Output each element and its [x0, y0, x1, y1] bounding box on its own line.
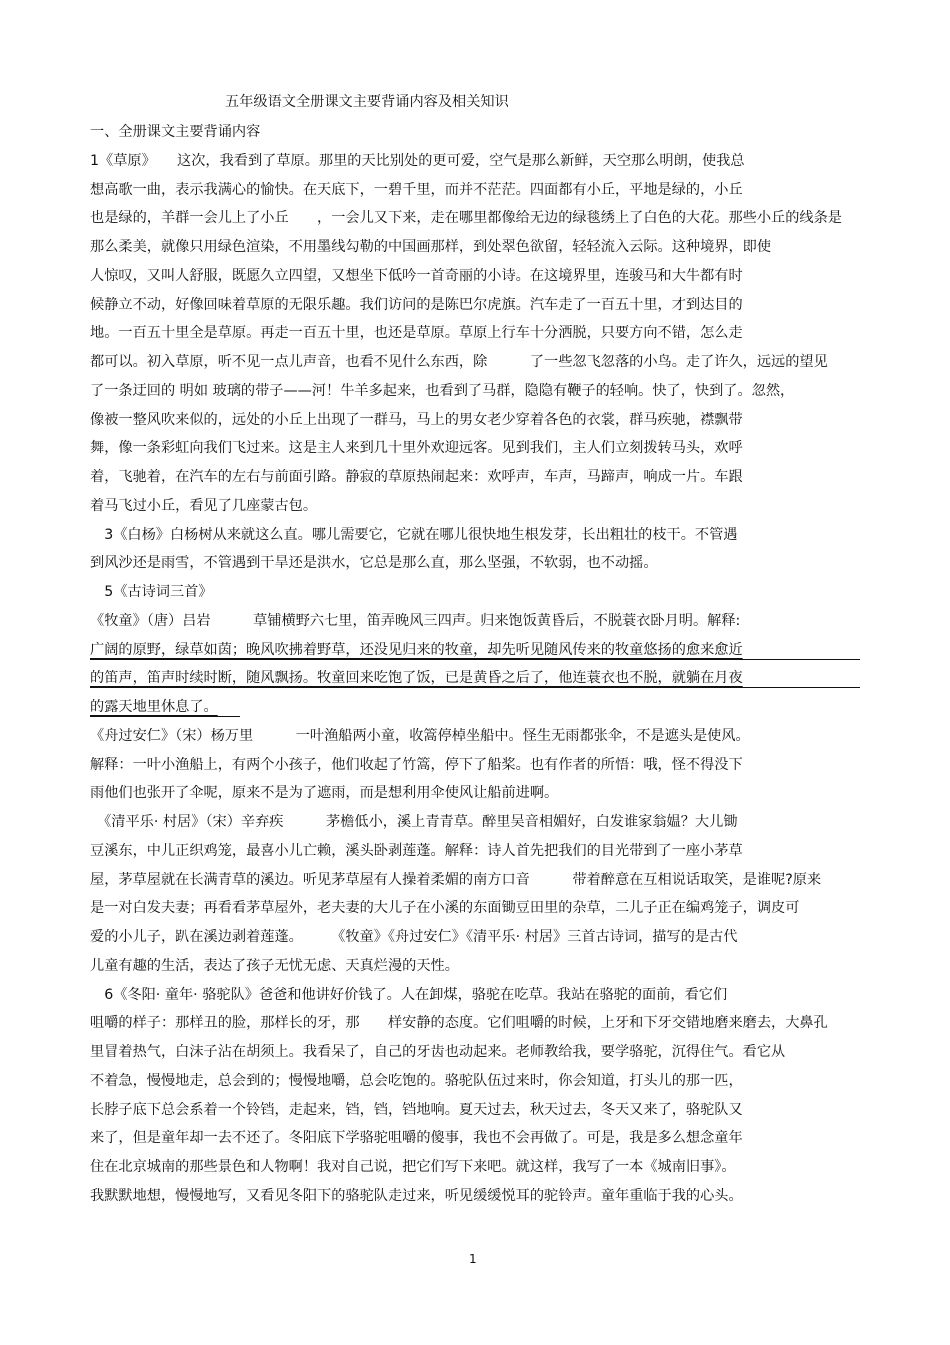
text-line: 咀嚼的样子：那样丑的脸，那样长的牙，那 样安静的态度。它们咀嚼的时候，上牙和下牙交错地磨来磨去，大鼻孔 [90, 1015, 828, 1031]
text-line: 不着急，慢慢地走，总会到的；慢慢地嚼，总会吃饱的。骆驼队伍过来时，你会知道，打头儿的那一匹， [90, 1073, 743, 1089]
text-line: 了一条迂回的 明如 玻璃的带子——河！牛羊多起来，也看到了马群，隐隐有鞭子的轻响。快了，快到了。忽然， [90, 383, 795, 399]
text-line: 豆溪东，中儿正织鸡笼，最喜小儿亡赖，溪头卧剥莲蓬。解释：诗人首先把我们的目光带到了一座小茅草 [90, 843, 743, 859]
text-line: 里冒着热气，白沫子沾在胡须上。我看呆了，自己的牙齿也动起来。老师教给我，要学骆驼，沉得住气。看它从 [90, 1044, 786, 1060]
text-line: 1《草原》 这次，我看到了草原。那里的天比别处的更可爱，空气是那么新鲜，天空那么明朗，使我总 [90, 153, 745, 169]
underline-rule [90, 659, 860, 660]
poem-line: 《舟过安仁》（宋）杨万里 一叶渔船两小童，收篙停棹坐船中。怪生无雨都张伞，不是遮头是使风。 [90, 728, 750, 744]
text-line: 也是绿的，羊群一会儿上了小丘 ，一会儿又下来，走在哪里都像给无边的绿毯绣上了白色的大花。那些小丘的线条是 [90, 210, 842, 226]
page-number: 1 [469, 1252, 477, 1266]
text-line: 着马飞过小丘，看见了几座蒙古包。 [90, 498, 318, 514]
text-line: 候静立不动，好像回味着草原的无限乐趣。我们访问的是陈巴尔虎旗。汽车走了一百五十里，才到达目的 [90, 297, 743, 313]
text-line: 长脖子底下总会系着一个铃铛，走起来，铛，铛，铛地响。夏天过去，秋天过去，冬天又来了，骆驼队又 [90, 1102, 743, 1118]
text-line: 想高歌一曲，表示我满心的愉快。在天底下，一碧千里，而并不茫茫。四面都有小丘，平地是绿的，小丘 [90, 182, 743, 198]
text-line: 到风沙还是雨雪，不管遇到干旱还是洪水，它总是那么直，那么坚强，不软弱，也不动摇。 [90, 555, 658, 571]
text-line: 雨他们也张开了伞呢，原来不是为了遮雨，而是想利用伞使风让船前进啊。 [90, 785, 559, 801]
text-line: 住在北京城南的那些景色和人物啊！我对自己说，把它们写下来吧。就这样，我写了一本《城南旧事》。 [90, 1159, 736, 1175]
text-line: 那么柔美，就像只用绿色渲染，不用墨线勾勒的中国画那样，到处翠色欲留，轻轻流入云际。这种境界，即使 [90, 239, 772, 255]
explanation-line: 广阔的原野，绿草如茵；晚风吹拂着野草，还没见归来的牧童，却先听见随风传来的牧童悠扬的愈来愈近 [90, 642, 743, 658]
text-line: 解释：一叶小渔船上，有两个小孩子，他们收起了竹篙，停下了船桨。也有作者的所悟：哦，怪不得没下 [90, 757, 743, 773]
text-line: 是一对白发夫妻；再看看茅草屋外，老夫妻的大儿子在小溪的东面锄豆田里的杂草，二儿子正在编鸡笼子，调皮可 [90, 900, 800, 916]
poem-line: 《清平乐· 村居》（宋）辛弃疾 茅檐低小，溪上青青草。醉里吴音相媚好，白发谁家翁媪？大儿锄 [90, 814, 738, 830]
text-line: 屋，茅草屋就在长满青草的溪边。听见茅草屋有人操着柔媚的南方口音 带着醉意在互相说话取笑，是谁呢?原来 [90, 872, 822, 888]
section-heading: 一、全册课文主要背诵内容 [90, 124, 261, 140]
text-line: 舞，像一条彩虹向我们飞过来。这是主人来到几十里外欢迎远客。见到我们，主人们立刻拨转马头，欢呼 [90, 440, 743, 456]
section-heading: 5《古诗词三首》 [90, 584, 213, 600]
text-line: 地。一百五十里全是草原。再走一百五十里，也还是草原。草原上行车十分洒脱，只要方向不错，怎么走 [90, 325, 743, 341]
poem-line: 《牧童》（唐）吕岩 草铺横野六七里，笛弄晚风三四声。归来饱饭黄昏后，不脱蓑衣卧月明。解释: [90, 613, 741, 629]
text-line: 儿童有趣的生活，表达了孩子无忧无虑、天真烂漫的天性。 [90, 958, 459, 974]
text-line: 人惊叹，又叫人舒服，既愿久立四望，又想坐下低吟一首奇丽的小诗。在这境界里，连骏马和大牛都有时 [90, 268, 743, 284]
underline-rule [90, 687, 860, 688]
text-line: 6《冬阳· 童年· 骆驼队》爸爸和他讲好价钱了。人在卸煤，骆驼在吃草。我站在骆驼的面前，看它们 [90, 987, 728, 1003]
text-line: 3《白杨》白杨树从来就这么直。哪儿需要它，它就在哪儿很快地生根发芽，长出粗壮的枝干。不管遇 [90, 527, 738, 543]
underline-rule [90, 716, 240, 717]
text-line: 都可以。初入草原，听不见一点儿声音，也看不见什么东西，除 了一些忽飞忽落的小鸟。走了许久，远远的望见 [90, 354, 828, 370]
text-line: 像被一整风吹来似的，远处的小丘上出现了一群马，马上的男女老少穿着各色的衣裳，群马疾驰，襟飘带 [90, 412, 743, 428]
explanation-line: 的笛声，笛声时续时断，随风飘扬。牧童回来吃饱了饭，已是黄昏之后了，他连蓑衣也不脱，就躺在月夜 [90, 670, 743, 686]
explanation-line: 的露天地里休息了。 [90, 699, 218, 715]
text-line: 爱的小儿子，趴在溪边剥着莲蓬。 《牧童》《舟过安仁》《清平乐· 村居》三首古诗词，描写的是古代 [90, 929, 738, 945]
page-title: 五年级语文全册课文主要背诵内容及相关知识 [225, 94, 509, 110]
text-line: 我默默地想，慢慢地写，又看见冬阳下的骆驼队走过来，听见缓缓悦耳的驼铃声。童年重临于我的心头。 [90, 1188, 743, 1204]
text-line: 来了，但是童年却一去不还了。冬阳底下学骆驼咀嚼的傻事，我也不会再做了。可是，我是多么想念童年 [90, 1130, 743, 1146]
text-line: 着，飞驰着，在汽车的左右与前面引路。静寂的草原热闹起来：欢呼声，车声，马蹄声，响成一片。车跟 [90, 469, 743, 485]
